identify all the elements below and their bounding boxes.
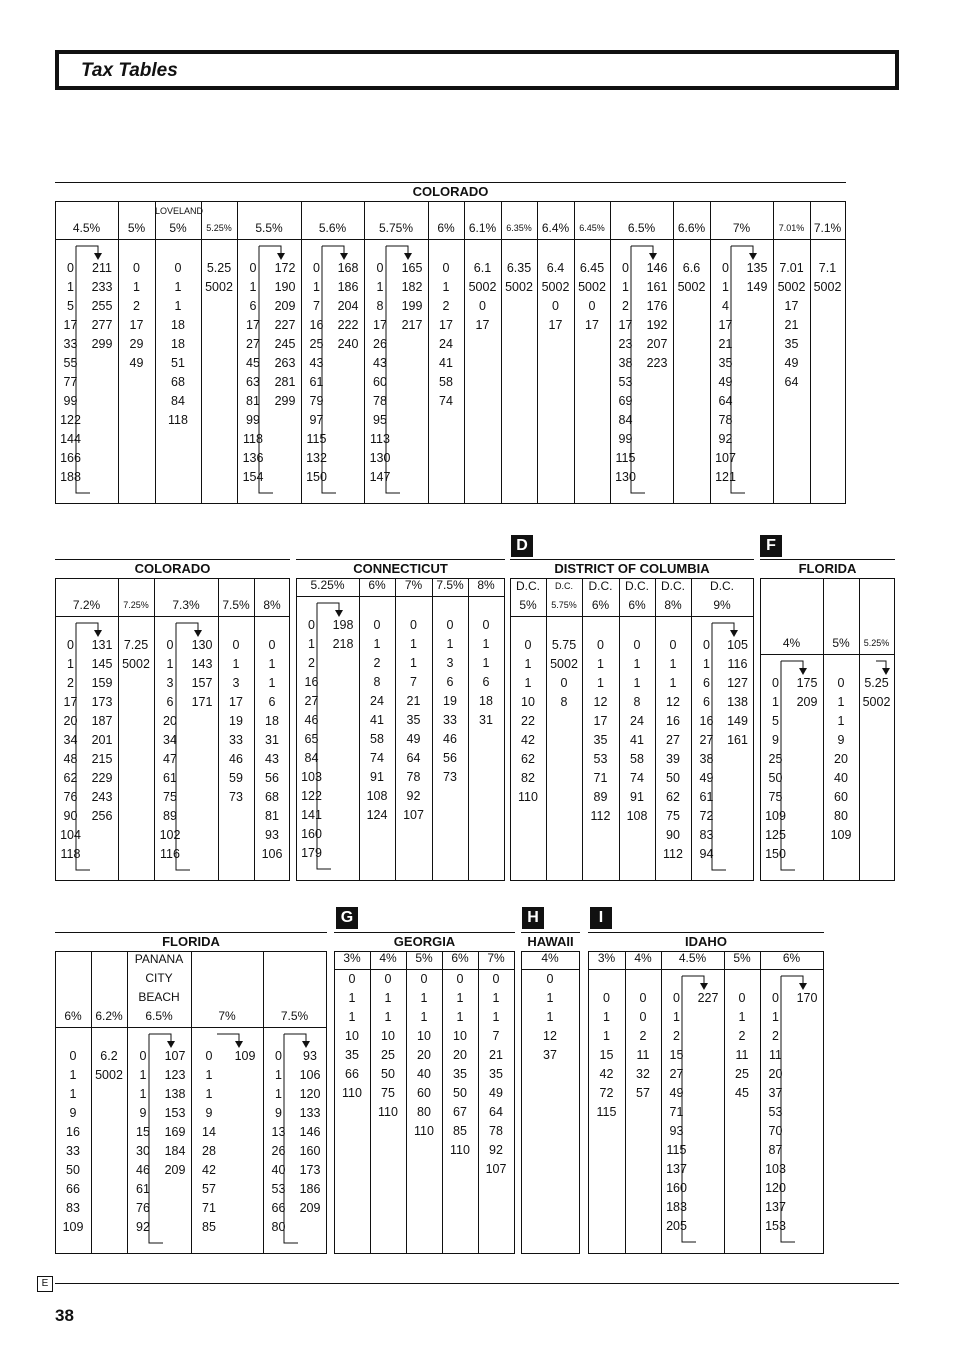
rate-label: 4% — [782, 636, 801, 650]
rate-label: D.C. 6% — [625, 579, 649, 612]
rate-label: 6% — [64, 1009, 82, 1023]
rate-label: 7% — [487, 951, 505, 965]
value-column: 0 1 1 8 24 41 58 74 91 108 — [626, 638, 648, 823]
footer-rule — [55, 1283, 899, 1284]
page-title-box — [55, 50, 899, 90]
continuation-arrow-icon — [55, 617, 118, 874]
continuation-arrow-icon — [191, 1028, 263, 1247]
state-header: GEORGIA — [334, 932, 515, 952]
value-column: 0 1 8 17 26 43 60 78 95 113 130 147 — [369, 261, 391, 484]
column-divider — [118, 578, 119, 881]
rate-label: 5% — [169, 221, 187, 235]
language-marker: E — [37, 1276, 53, 1292]
value-column-continued: 146 161 176 192 207 223 — [646, 261, 668, 370]
value-column: 0 1 1 6 18 31 43 56 68 81 93 106 — [261, 638, 283, 861]
value-column: 0 1 6 6 16 27 38 49 61 72 83 94 — [699, 638, 714, 861]
value-column: 0 1 1 10 20 40 60 80 110 — [414, 972, 434, 1138]
rate-label: 7.3% — [172, 598, 200, 612]
continuation-arrow-icon — [237, 240, 301, 497]
continuation-arrow-icon — [263, 1028, 326, 1247]
rate-label: 6.1% — [468, 221, 497, 235]
rate-label: 7% — [732, 221, 751, 235]
continuation-arrow-icon — [301, 240, 364, 497]
continuation-arrow-icon — [710, 240, 773, 497]
value-column: 5.25 5002 — [862, 676, 891, 709]
value-column-continued: 109 — [234, 1049, 256, 1063]
continuation-arrow-icon — [760, 655, 823, 874]
value-column-continued: 131 145 159 173 187 201 215 229 243 256 — [91, 638, 113, 823]
rate-label: 5.25% — [310, 578, 345, 592]
continuation-arrow-icon — [610, 240, 673, 497]
value-column: 0 1 1 12 37 — [543, 972, 557, 1062]
value-column: 0 1 1 10 35 66 110 — [342, 972, 362, 1100]
value-column: 0 1 1 9 16 33 50 66 83 109 — [62, 1049, 84, 1234]
value-column: 6.45 5002 0 17 — [578, 261, 606, 332]
rate-label: 6.6% — [677, 221, 706, 235]
value-column-continued: 227 — [697, 991, 719, 1005]
value-column: 5.25 5002 — [205, 261, 233, 294]
continuation-arrow-icon — [154, 617, 218, 874]
value-column: 0 1 2 17 20 34 48 62 76 90 104 118 — [60, 638, 81, 861]
value-column: 0 1 2 17 24 41 58 74 — [439, 261, 453, 408]
value-column: 0 1 1 18 18 51 68 84 118 — [168, 261, 188, 427]
value-column: 0 1 2 16 27 46 65 84 103 122 141 160 179 — [301, 618, 322, 860]
column-divider — [859, 578, 860, 881]
value-column: 0 1 3 6 20 34 47 61 75 89 102 116 — [159, 638, 181, 861]
value-column-continued: 130 143 157 171 — [191, 638, 213, 709]
rate-label: 6.2% — [95, 1009, 123, 1023]
tax-table-connecticut — [296, 559, 505, 881]
value-column: 0 1 1 7 21 35 49 64 78 92 107 — [403, 618, 424, 822]
rate-label: 7.2% — [72, 598, 101, 612]
value-column-continued: 170 — [796, 991, 818, 1005]
rate-label: 7.25% — [123, 600, 149, 610]
continuation-arrow-icon — [661, 970, 724, 1246]
state-header: HAWAII — [521, 932, 580, 952]
section-badge-h: H — [522, 907, 544, 929]
tax-table-dc — [510, 559, 754, 881]
value-column: 6.6 5002 — [677, 261, 706, 294]
rate-label: 7% — [218, 1009, 236, 1023]
column-divider — [464, 201, 465, 504]
rate-label: 7.5% — [222, 598, 250, 612]
value-column: 0 1 1 15 42 72 115 — [596, 991, 617, 1119]
value-column: 0 1 1 7 21 35 49 64 78 92 107 — [485, 972, 507, 1176]
continuation-arrow-icon — [859, 655, 894, 722]
value-column: 0 1 2 17 29 49 — [129, 261, 144, 370]
value-column: 7.1 5002 — [813, 261, 842, 294]
continuation-arrow-icon — [55, 240, 118, 497]
state-header: DISTRICT OF COLUMBIA — [510, 559, 754, 579]
value-column: 0 1 7 16 25 43 61 79 97 115 132 150 — [306, 261, 327, 484]
rate-sublabel: LOVELAND — [155, 206, 204, 216]
value-column-continued: 168 186 204 222 240 — [337, 261, 359, 351]
rate-label: 8% — [263, 598, 281, 612]
value-column: 0 1 1 9 20 40 60 80 109 — [830, 676, 852, 842]
state-header: COLORADO — [55, 559, 290, 579]
rate-label: 4% — [541, 951, 559, 965]
tax-table-colorado-1 — [55, 182, 846, 504]
continuation-arrow-icon — [691, 617, 753, 874]
value-column: 0 1 1 12 16 27 39 50 62 75 90 112 — [663, 638, 683, 861]
state-header: FLORIDA — [760, 559, 895, 579]
page-title: Tax Tables — [81, 60, 178, 81]
rate-label: D.C. 5% — [516, 579, 540, 612]
value-column: 0 1 4 17 21 35 49 64 78 92 107 121 — [715, 261, 736, 484]
rate-label: 4.5% — [72, 221, 101, 235]
rate-label: 6.45% — [579, 223, 605, 233]
value-column: 0 1 5 17 33 55 77 99 122 144 166 188 — [60, 261, 81, 484]
rate-label: 5.25% — [863, 638, 890, 648]
value-column: 0 1 1 10 22 42 62 82 110 — [518, 638, 538, 804]
value-column: 0 1 2 17 23 38 53 69 84 99 115 130 — [615, 261, 636, 484]
value-column: 0 1 1 10 20 35 50 67 85 110 — [450, 972, 470, 1157]
rate-label: 6% — [368, 578, 386, 592]
value-column-continued: 105 116 127 138 149 161 — [727, 638, 748, 747]
value-column: 7.01 5002 17 21 35 49 64 — [777, 261, 806, 389]
rate-label: 5.6% — [318, 221, 347, 235]
tax-table-idaho — [588, 932, 824, 1254]
tax-table-florida-2 — [55, 932, 327, 1254]
value-column-continued: 175 209 — [796, 676, 818, 709]
value-column-continued: 211 233 255 277 299 — [91, 261, 113, 351]
rate-label: 5% — [127, 221, 146, 235]
column-divider — [201, 201, 202, 504]
continuation-arrow-icon — [760, 970, 823, 1246]
section-badge-f: F — [760, 535, 782, 557]
rate-label: 5% — [415, 951, 433, 965]
rate-label: 8% — [477, 578, 495, 592]
value-column: 0 1 2 11 25 45 — [735, 991, 749, 1100]
rate-label: 7.5% — [280, 1009, 309, 1023]
value-column: 0 1 1 9 13 26 40 53 66 80 — [271, 1049, 286, 1234]
rate-label: 6.35% — [506, 223, 532, 233]
value-column-continued: 107 123 138 153 169 184 209 — [164, 1049, 186, 1177]
value-column: 0 1 1 6 18 31 — [479, 618, 493, 727]
rate-label: D.C. 8% — [661, 579, 685, 612]
value-column: 0 1 3 17 19 33 46 59 73 — [229, 638, 243, 804]
section-badge-g: G — [336, 907, 358, 929]
value-column: 6.1 5002 0 17 — [468, 261, 497, 332]
column-divider — [574, 201, 575, 504]
rate-label: 5.75% — [378, 221, 414, 235]
rate-label: 7.5% — [436, 578, 464, 592]
tax-table-georgia — [334, 932, 515, 1254]
rate-label: 6% — [782, 951, 801, 965]
rate-label: 5.5% — [255, 221, 283, 235]
rate-label: PANANA CITY BEACH 6.5% — [134, 952, 184, 1023]
column-divider — [537, 201, 538, 504]
value-column: 0 1 2 11 20 37 53 70 87 103 120 137 153 — [765, 991, 786, 1233]
rate-label: 4.5% — [678, 951, 707, 965]
rate-label: 6.4% — [541, 221, 570, 235]
column-divider — [673, 201, 674, 504]
rate-label: 5% — [832, 636, 850, 650]
section-badge-i: I — [590, 907, 612, 929]
value-column: 0 1 6 17 27 45 63 81 99 118 136 154 — [242, 261, 264, 484]
column-divider — [501, 201, 502, 504]
column-divider — [546, 578, 547, 881]
rate-label: 7.01% — [778, 223, 805, 233]
rate-label: 6% — [437, 221, 455, 235]
value-column: 6.35 5002 — [505, 261, 533, 294]
state-header: IDAHO — [588, 932, 824, 952]
state-header: COLORADO — [55, 182, 846, 202]
value-column-continued: 172 190 209 227 245 263 281 299 — [274, 261, 296, 408]
rate-label: 7% — [404, 578, 423, 592]
rate-label: 5% — [733, 951, 751, 965]
value-column: 6.4 5002 0 17 — [541, 261, 570, 332]
tax-table-colorado-2 — [55, 559, 290, 881]
rate-label: 3% — [343, 951, 361, 965]
value-column: 0 1 1 10 25 50 75 110 — [378, 972, 398, 1119]
rate-label: 6% — [451, 951, 469, 965]
rate-label: 7.1% — [813, 221, 842, 235]
state-header: CONNECTICUT — [296, 559, 505, 579]
tax-table-florida-1 — [760, 559, 895, 881]
value-column: 0 1 5 9 25 50 75 109 125 150 — [765, 676, 786, 861]
rate-label: 3% — [597, 951, 616, 965]
state-header: FLORIDA — [55, 932, 327, 952]
value-column: 5.75 5002 0 8 — [550, 638, 578, 709]
rate-label: D.C. 5.75% — [551, 581, 577, 610]
value-column: 0 1 1 9 15 30 46 61 76 92 — [136, 1049, 150, 1234]
rate-label: D.C. 9% — [710, 579, 734, 612]
page-number: 38 — [55, 1306, 74, 1325]
value-column: 0 0 2 11 32 57 — [636, 991, 650, 1100]
rate-label: 5.25% — [206, 223, 232, 233]
value-column-continued: 165 182 199 217 — [401, 261, 423, 332]
value-column: 0 1 3 6 19 33 46 56 73 — [443, 618, 457, 784]
value-column: 0 1 2 15 27 49 71 93 115 137 160 183 205 — [666, 991, 687, 1233]
value-column-continued: 198 218 — [332, 618, 354, 651]
tax-table-hawaii — [521, 932, 580, 1254]
value-column-continued: 93 106 120 133 146 160 173 186 209 — [299, 1049, 321, 1215]
value-column: 0 1 1 9 14 28 42 57 71 85 — [202, 1049, 216, 1234]
rate-label: 4% — [634, 951, 652, 965]
section-badge-d: D — [511, 535, 533, 557]
value-column: 7.25 5002 — [122, 638, 150, 671]
continuation-arrow-icon — [364, 240, 428, 497]
value-column: 0 1 1 12 17 35 53 71 89 112 — [590, 638, 611, 823]
continuation-arrow-icon — [127, 1028, 191, 1247]
column-divider — [91, 951, 92, 1254]
value-column: 0 1 2 8 24 41 58 74 91 108 124 — [366, 618, 388, 822]
column-divider — [810, 201, 811, 504]
rate-label: D.C. 6% — [588, 579, 613, 612]
value-column: 6.2 5002 — [95, 1049, 123, 1082]
rate-label: 4% — [379, 951, 397, 965]
continuation-arrow-icon — [296, 597, 359, 873]
rate-label: 6.5% — [627, 221, 656, 235]
value-column-continued: 135 149 — [746, 261, 768, 294]
